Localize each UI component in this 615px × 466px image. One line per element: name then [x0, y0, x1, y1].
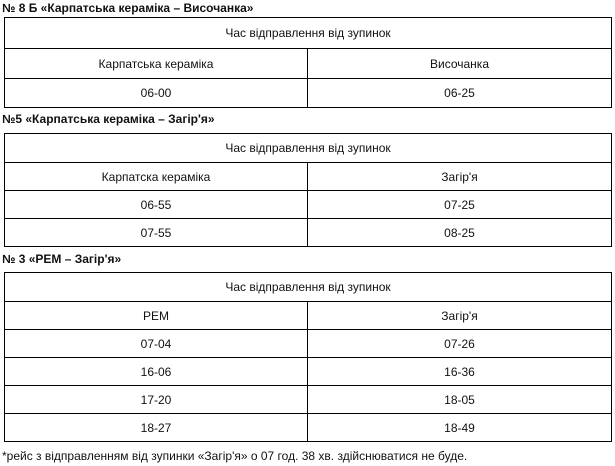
stop-name: Карпатська кераміка	[5, 49, 308, 79]
stop-name: Карпатска кераміка	[5, 163, 308, 191]
departure-time: 07-25	[308, 191, 612, 219]
schedule-table	[4, 272, 612, 442]
table-row	[5, 330, 612, 358]
route-title: № 3 «РЕМ – Загір'я»	[2, 252, 122, 266]
stops-row	[5, 49, 612, 79]
schedule-table	[4, 133, 612, 247]
footnote: *рейс з відправленням від зупинки «Загір'я» о 07 год. 38 хв. здійснюватися не буде.	[2, 449, 468, 463]
table-header-row	[5, 134, 612, 163]
departure-time: 16-06	[5, 358, 308, 386]
departure-time: 18-49	[308, 414, 612, 442]
table-header: Час відправлення від зупинок	[5, 18, 612, 49]
table-row	[5, 191, 612, 219]
departure-time: 06-25	[308, 79, 612, 108]
stop-name: Загір'я	[308, 163, 612, 191]
table-header: Час відправлення від зупинок	[5, 273, 612, 302]
departure-time: 17-20	[5, 386, 308, 414]
departure-time: 07-26	[308, 330, 612, 358]
table-row	[5, 79, 612, 108]
stop-name: РЕМ	[5, 302, 308, 330]
departure-time: 06-55	[5, 191, 308, 219]
table-header: Час відправлення від зупинок	[5, 134, 612, 163]
departure-time: 16-36	[308, 358, 612, 386]
departure-time: 18-05	[308, 386, 612, 414]
departure-time: 08-25	[308, 219, 612, 247]
table-row	[5, 219, 612, 247]
departure-time: 06-00	[5, 79, 308, 108]
departure-time: 07-55	[5, 219, 308, 247]
stop-name: Загір'я	[308, 302, 612, 330]
table-header-row	[5, 273, 612, 302]
table-row	[5, 358, 612, 386]
table-row	[5, 386, 612, 414]
stops-row	[5, 163, 612, 191]
route-title: № 8 Б «Карпатська кераміка – Височанка»	[2, 1, 254, 15]
table-row	[5, 414, 612, 442]
stop-name: Височанка	[308, 49, 612, 79]
route-title: №5 «Карпатська кераміка – Загір'я»	[2, 112, 215, 126]
departure-time: 18-27	[5, 414, 308, 442]
schedule-table	[4, 17, 612, 108]
departure-time: 07-04	[5, 330, 308, 358]
table-header-row	[5, 18, 612, 49]
stops-row	[5, 302, 612, 330]
